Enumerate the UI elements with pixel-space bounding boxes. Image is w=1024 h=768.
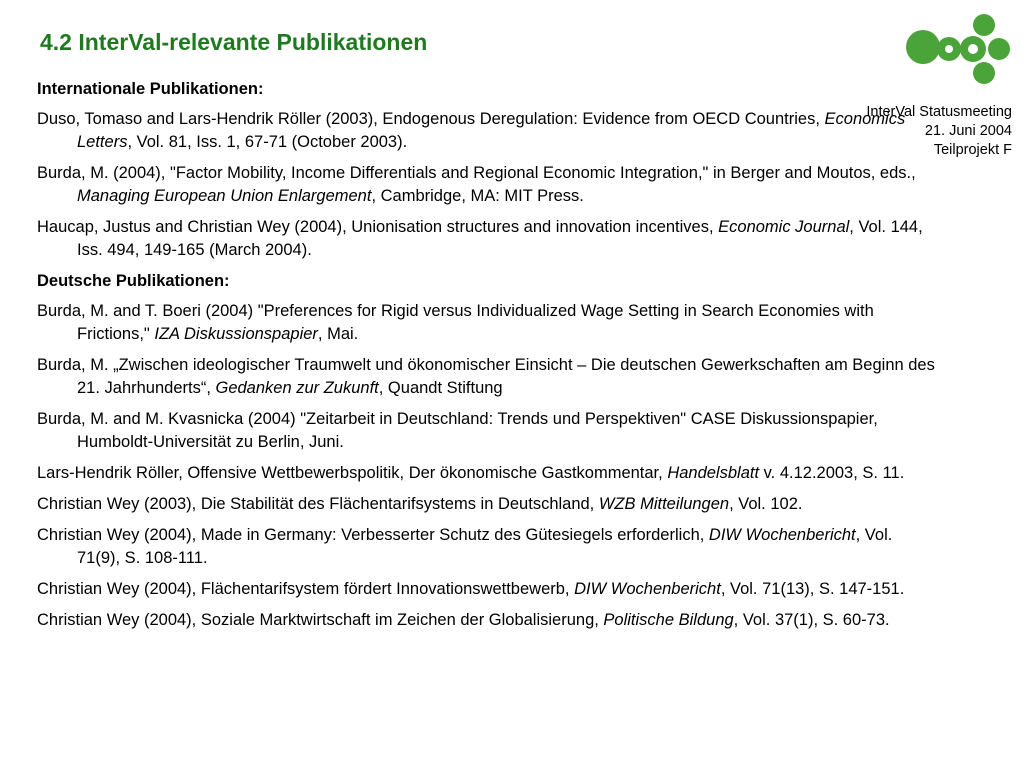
publication-entry: Christian Wey (2004), Flächentarifsystem fördert Innovationswettbewerb, DIW Wochenbericht, Vol. 71(13), S. 147-151. [37, 580, 905, 598]
section-heading-deutsche: Deutsche Publikationen: [37, 272, 230, 290]
publication-list [37, 78, 937, 640]
publication-entry: Lars-Hendrik Röller, Offensive Wettbewerbspolitik, Der ökonomische Gastkommentar, Handelsblatt v. 4.12.2003, S. 11. [37, 464, 905, 482]
publication-entry: Burda, M. (2004), "Factor Mobility, Income Differentials and Regional Economic Integration," in Berger and Moutos, eds., Managing European Union Enlargement, Cambridge, MA: MIT Press. [37, 164, 916, 205]
page-title: 4.2 InterVal-relevante Publikationen [40, 29, 428, 55]
publication-entry: Christian Wey (2004), Soziale Marktwirtschaft im Zeichen der Globalisierung, Politische Bildung, Vol. 37(1), S. 60-73. [37, 611, 890, 629]
meeting-project: Teilprojekt F [933, 142, 1012, 158]
publication-entry: Haucap, Justus and Christian Wey (2004), Unionisation structures and innovation incentives, Economic Journal, Vol. 144, Iss. 494, 149-165 (March 2004). [37, 218, 923, 259]
publication-entry: Burda, M. and M. Kvasnicka (2004) "Zeitarbeit in Deutschland: Trends und Perspektiven" CASE Diskussionspapier, Humboldt-Universität zu Berlin, Juni. [37, 410, 878, 451]
publication-entry: Christian Wey (2003), Die Stabilität des Flächentarifsystems in Deutschland, WZB Mitteilungen, Vol. 102. [37, 495, 803, 513]
publication-entry: Duso, Tomaso and Lars-Hendrik Röller (2003), Endogenous Deregulation: Evidence from OECD Countries, Economics Letters, Vol. 81, Iss. 1, 67-71 (October 2003). [37, 110, 906, 151]
publication-entry: Christian Wey (2004), Made in Germany: Verbesserter Schutz des Gütesiegels erforderlich, DIW Wochenbericht, Vol. 71(9), S. 108-111. [37, 526, 893, 567]
publication-entry: Burda, M. and T. Boeri (2004) "Preferences for Rigid versus Individualized Wage Setting in Search Economies with Frictions," IZA Diskussionspapier, Mai. [37, 302, 874, 343]
meeting-name: InterVal Statusmeeting [866, 104, 1012, 120]
publication-entry: Burda, M. „Zwischen ideologischer Traumwelt und ökonomischer Einsicht – Die deutschen Gewerkschaften am Beginn des 21. Jahrhunderts“, Gedanken zur Zukunft, Quandt Stiftung [37, 356, 935, 397]
section-heading-international: Internationale Publikationen: [37, 80, 264, 98]
meeting-date: 21. Juni 2004 [924, 123, 1012, 139]
